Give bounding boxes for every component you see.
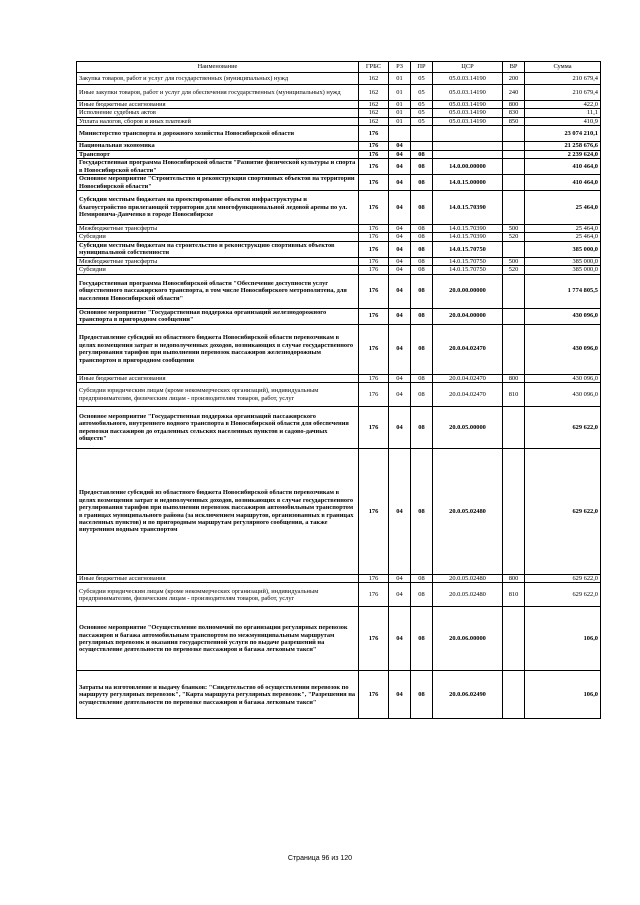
- table-row: [77, 233, 601, 241]
- cell-pr: 05: [411, 85, 433, 101]
- cell-vr: [503, 150, 525, 158]
- cell-csr: 14.0.15.70390: [433, 225, 503, 233]
- cell-sum: 23 074 210,1: [525, 126, 601, 142]
- cell-pr: 08: [411, 583, 433, 607]
- cell-grbs: 176: [359, 324, 389, 374]
- cell-pr: 08: [411, 407, 433, 449]
- cell-name: Субсидии: [77, 233, 359, 241]
- cell-csr: 05.0.03.14190: [433, 73, 503, 85]
- cell-vr: 800: [503, 374, 525, 382]
- cell-vr: 500: [503, 225, 525, 233]
- cell-name: Субсидии местным бюджетам на строительство и реконструкцию спортивных объектов муниципальной собственности: [77, 241, 359, 257]
- table-row: [77, 101, 601, 109]
- cell-csr: 05.0.03.14190: [433, 85, 503, 101]
- cell-name: Государственная программа Новосибирской области "Обеспечение доступности услуг общественного пассажирского транспорта, в том числе Новосибирского метрополитена, для населения Новосибирской области": [77, 274, 359, 308]
- cell-pr: [411, 126, 433, 142]
- cell-pr: 08: [411, 671, 433, 719]
- cell-csr: 14.0.15.70750: [433, 257, 503, 265]
- cell-rz: [389, 126, 411, 142]
- cell-grbs: 176: [359, 374, 389, 382]
- cell-grbs: 176: [359, 607, 389, 671]
- table-row: [77, 607, 601, 671]
- cell-name: Затраты на изготовление и выдачу бланков: "Свидетельство об осуществлении перевозок по маршруту регулярных перевозок", "Карта маршрута регулярных перевозок", "Разрешения на осуществление деятельности по перевозке пассажиров и багажа легковым такси": [77, 671, 359, 719]
- cell-vr: [503, 308, 525, 324]
- cell-rz: 04: [389, 671, 411, 719]
- cell-sum: 11,1: [525, 109, 601, 117]
- cell-vr: [503, 607, 525, 671]
- cell-vr: [503, 159, 525, 175]
- cell-vr: 800: [503, 101, 525, 109]
- cell-grbs: 176: [359, 233, 389, 241]
- cell-pr: 08: [411, 374, 433, 382]
- table-row: [77, 274, 601, 308]
- cell-rz: 04: [389, 308, 411, 324]
- cell-sum: 106,0: [525, 671, 601, 719]
- header-rz: РЗ: [389, 62, 411, 73]
- cell-rz: 04: [389, 575, 411, 583]
- cell-rz: 04: [389, 266, 411, 274]
- cell-name: Межбюджетные трансферты: [77, 225, 359, 233]
- cell-vr: [503, 324, 525, 374]
- table-row: [77, 671, 601, 719]
- cell-vr: 830: [503, 109, 525, 117]
- cell-vr: 810: [503, 383, 525, 407]
- cell-sum: 422,0: [525, 101, 601, 109]
- cell-grbs: 176: [359, 383, 389, 407]
- cell-name: Закупка товаров, работ и услуг для государственных (муниципальных) нужд: [77, 73, 359, 85]
- table-row: [77, 150, 601, 158]
- cell-pr: [411, 142, 433, 150]
- cell-rz: 04: [389, 257, 411, 265]
- cell-sum: 430 096,0: [525, 308, 601, 324]
- table-row: [77, 191, 601, 225]
- cell-sum: 410 464,0: [525, 175, 601, 191]
- cell-sum: 210 679,4: [525, 73, 601, 85]
- cell-csr: 05.0.03.14190: [433, 101, 503, 109]
- table-row: [77, 449, 601, 575]
- cell-sum: 25 464,0: [525, 191, 601, 225]
- cell-name: Основное мероприятие "Строительство и реконструкция спортивных объектов на территории Новосибирской области": [77, 175, 359, 191]
- cell-rz: 04: [389, 607, 411, 671]
- cell-csr: 20.0.04.00000: [433, 308, 503, 324]
- cell-grbs: 176: [359, 257, 389, 265]
- cell-name: Субсидии юридическим лицам (кроме некоммерческих организаций), индивидуальным предпринимателям, физическим лицам - производителям товаров, работ, услуг: [77, 383, 359, 407]
- cell-grbs: 162: [359, 85, 389, 101]
- cell-name: Предоставление субсидий из областного бюджета Новосибирской области перевозчикам в целях возмещения затрат и недополученных доходов, возникающих в случае государственного регулирования тарифов при выполнении перевозок пассажиров автомобильным транспортом в границах муниципального района (за исключением маршрутов, организованных в границах населенных пунктов) и по пригородным маршрутам регулярного сообщения, а также внутренним водным транспортом: [77, 449, 359, 575]
- cell-pr: 08: [411, 241, 433, 257]
- cell-name: Государственная программа Новосибирской области "Развитие физической культуры и спорта в Новосибирской области": [77, 159, 359, 175]
- cell-csr: 20.0.04.02470: [433, 383, 503, 407]
- cell-rz: 04: [389, 374, 411, 382]
- cell-rz: 04: [389, 191, 411, 225]
- cell-rz: 01: [389, 73, 411, 85]
- cell-name: Министерство транспорта и дорожного хозяйства Новосибирской области: [77, 126, 359, 142]
- cell-rz: 01: [389, 109, 411, 117]
- cell-csr: 05.0.03.14190: [433, 117, 503, 125]
- budget-table: [76, 61, 601, 719]
- cell-sum: 1 774 805,5: [525, 274, 601, 308]
- table-row: [77, 575, 601, 583]
- cell-rz: 04: [389, 383, 411, 407]
- cell-grbs: 162: [359, 101, 389, 109]
- table-row: [77, 117, 601, 125]
- cell-rz: 04: [389, 142, 411, 150]
- cell-name: Основное мероприятие "Государственная поддержка организаций железнодорожного транспорта в пригородном сообщении": [77, 308, 359, 324]
- cell-pr: 08: [411, 383, 433, 407]
- cell-vr: 500: [503, 257, 525, 265]
- table-row: [77, 266, 601, 274]
- header-csr: ЦСР: [433, 62, 503, 73]
- header-grbs: ГРБС: [359, 62, 389, 73]
- cell-pr: 08: [411, 225, 433, 233]
- cell-name: Транспорт: [77, 150, 359, 158]
- cell-csr: 20.0.04.02470: [433, 324, 503, 374]
- header-vr: ВР: [503, 62, 525, 73]
- cell-sum: 210 679,4: [525, 85, 601, 101]
- table-row: [77, 109, 601, 117]
- table-row: [77, 241, 601, 257]
- cell-name: Иные закупки товаров, работ и услуг для обеспечения государственных (муниципальных) нужд: [77, 85, 359, 101]
- cell-vr: 810: [503, 583, 525, 607]
- cell-name: Субсидии: [77, 266, 359, 274]
- cell-vr: 850: [503, 117, 525, 125]
- cell-vr: [503, 142, 525, 150]
- table-row: [77, 383, 601, 407]
- table-row: [77, 159, 601, 175]
- cell-vr: 200: [503, 73, 525, 85]
- table-header-row: [77, 62, 601, 73]
- cell-sum: 430 096,0: [525, 324, 601, 374]
- cell-csr: 20.0.06.02490: [433, 671, 503, 719]
- cell-grbs: 176: [359, 583, 389, 607]
- cell-sum: 629 622,0: [525, 575, 601, 583]
- cell-vr: [503, 274, 525, 308]
- cell-sum: 410 464,0: [525, 159, 601, 175]
- cell-pr: 08: [411, 257, 433, 265]
- cell-grbs: 176: [359, 274, 389, 308]
- cell-rz: 04: [389, 324, 411, 374]
- cell-grbs: 176: [359, 159, 389, 175]
- table-row: [77, 308, 601, 324]
- cell-rz: 04: [389, 583, 411, 607]
- cell-vr: [503, 407, 525, 449]
- cell-rz: 04: [389, 233, 411, 241]
- cell-grbs: 176: [359, 407, 389, 449]
- table-row: [77, 126, 601, 142]
- cell-vr: [503, 191, 525, 225]
- cell-name: Иные бюджетные ассигнования: [77, 374, 359, 382]
- cell-name: Основное мероприятие "Государственная поддержка организаций пассажирского автомобильного, внутреннего водного транспорта в Новосибирской области для обеспечения перевозки пассажиров до отдаленных сельских населенных пунктов и садово-дачных обществ": [77, 407, 359, 449]
- cell-pr: 08: [411, 175, 433, 191]
- cell-vr: 240: [503, 85, 525, 101]
- table-row: [77, 175, 601, 191]
- cell-name: Субсидии местным бюджетам на проектирование объектов инфраструктуры и благоустройство прилегающей территории для многофункциональной ледовой арены по ул. Немировича-Данченко в городе Новосибирске: [77, 191, 359, 225]
- cell-pr: 08: [411, 159, 433, 175]
- cell-vr: 520: [503, 233, 525, 241]
- cell-vr: [503, 449, 525, 575]
- table-body: [77, 73, 601, 719]
- cell-pr: 08: [411, 150, 433, 158]
- cell-name: Уплата налогов, сборов и иных платежей: [77, 117, 359, 125]
- cell-grbs: 176: [359, 241, 389, 257]
- cell-csr: 05.0.03.14190: [433, 109, 503, 117]
- cell-sum: 410,9: [525, 117, 601, 125]
- cell-grbs: 176: [359, 142, 389, 150]
- cell-name: Субсидии юридическим лицам (кроме некоммерческих организаций), индивидуальным предпринимателям, физическим лицам - производителям товаров, работ, услуг: [77, 583, 359, 607]
- cell-grbs: 176: [359, 225, 389, 233]
- cell-sum: 106,0: [525, 607, 601, 671]
- cell-rz: 04: [389, 241, 411, 257]
- cell-vr: [503, 671, 525, 719]
- cell-rz: 04: [389, 274, 411, 308]
- cell-name: Межбюджетные трансферты: [77, 257, 359, 265]
- cell-sum: 629 622,0: [525, 583, 601, 607]
- cell-csr: 20.0.05.02480: [433, 583, 503, 607]
- cell-pr: 05: [411, 109, 433, 117]
- table-row: [77, 225, 601, 233]
- cell-csr: 14.0.15.70750: [433, 266, 503, 274]
- cell-csr: 20.0.05.02480: [433, 575, 503, 583]
- cell-pr: 08: [411, 274, 433, 308]
- cell-csr: [433, 150, 503, 158]
- cell-rz: 01: [389, 101, 411, 109]
- cell-vr: 520: [503, 266, 525, 274]
- table-row: [77, 85, 601, 101]
- cell-vr: [503, 241, 525, 257]
- cell-grbs: 162: [359, 117, 389, 125]
- cell-rz: 04: [389, 225, 411, 233]
- cell-vr: [503, 175, 525, 191]
- cell-csr: [433, 142, 503, 150]
- table-row: [77, 407, 601, 449]
- cell-sum: 385 000,0: [525, 257, 601, 265]
- cell-sum: 385 000,0: [525, 266, 601, 274]
- cell-grbs: 176: [359, 191, 389, 225]
- cell-vr: 800: [503, 575, 525, 583]
- table-row: [77, 257, 601, 265]
- cell-csr: 14.0.15.00000: [433, 175, 503, 191]
- cell-pr: 05: [411, 73, 433, 85]
- cell-name: Исполнение судебных актов: [77, 109, 359, 117]
- cell-pr: 08: [411, 191, 433, 225]
- cell-sum: 21 258 676,6: [525, 142, 601, 150]
- cell-rz: 04: [389, 449, 411, 575]
- cell-grbs: 176: [359, 126, 389, 142]
- cell-grbs: 176: [359, 150, 389, 158]
- cell-grbs: 176: [359, 175, 389, 191]
- cell-rz: 04: [389, 159, 411, 175]
- cell-sum: 25 464,0: [525, 233, 601, 241]
- cell-rz: 01: [389, 117, 411, 125]
- cell-pr: 05: [411, 101, 433, 109]
- cell-pr: 08: [411, 308, 433, 324]
- cell-grbs: 176: [359, 308, 389, 324]
- cell-name: Иные бюджетные ассигнования: [77, 101, 359, 109]
- table-row: [77, 73, 601, 85]
- cell-grbs: 176: [359, 671, 389, 719]
- cell-pr: 08: [411, 449, 433, 575]
- cell-rz: 04: [389, 407, 411, 449]
- cell-pr: 08: [411, 575, 433, 583]
- cell-csr: 14.0.15.70390: [433, 191, 503, 225]
- table-row: [77, 374, 601, 382]
- cell-name: Иные бюджетные ассигнования: [77, 575, 359, 583]
- table-row: [77, 324, 601, 374]
- cell-csr: 20.0.05.00000: [433, 407, 503, 449]
- table-row: [77, 142, 601, 150]
- cell-csr: 14.0.00.00000: [433, 159, 503, 175]
- cell-pr: 08: [411, 266, 433, 274]
- cell-csr: 14.0.15.70750: [433, 241, 503, 257]
- cell-sum: 385 000,0: [525, 241, 601, 257]
- cell-sum: 629 622,0: [525, 407, 601, 449]
- cell-grbs: 162: [359, 73, 389, 85]
- cell-csr: 20.0.04.02470: [433, 374, 503, 382]
- cell-name: Основное мероприятие "Осуществление полномочий по организации регулярных перевозок пассажиров и багажа автомобильным транспортом по межмуниципальным маршрутам регулярных перевозок и оказания государственной услуги по выдаче разрешений на осуществление деятельности по перевозке пассажиров и багажа легковым такси": [77, 607, 359, 671]
- cell-sum: 629 622,0: [525, 449, 601, 575]
- cell-sum: 25 464,0: [525, 225, 601, 233]
- cell-sum: 2 239 624,0: [525, 150, 601, 158]
- cell-pr: 08: [411, 324, 433, 374]
- cell-grbs: 162: [359, 109, 389, 117]
- cell-csr: [433, 126, 503, 142]
- cell-sum: 430 096,0: [525, 383, 601, 407]
- cell-sum: 430 096,0: [525, 374, 601, 382]
- cell-name: Предоставление субсидий из областного бюджета Новосибирской области перевозчикам в целях возмещения затрат и недополученных доходов, возникающих в случае государственного регулирования тарифов при выполнении перевозок пассажиров железнодорожным транспортом в пригородном сообщении: [77, 324, 359, 374]
- cell-name: Национальная экономика: [77, 142, 359, 150]
- cell-csr: 14.0.15.70390: [433, 233, 503, 241]
- cell-pr: 08: [411, 607, 433, 671]
- cell-pr: 08: [411, 233, 433, 241]
- page-number-footer: Страница 96 из 120: [287, 855, 353, 862]
- cell-grbs: 176: [359, 575, 389, 583]
- cell-csr: 20.0.06.00000: [433, 607, 503, 671]
- cell-vr: [503, 126, 525, 142]
- cell-pr: 05: [411, 117, 433, 125]
- cell-csr: 20.0.05.02480: [433, 449, 503, 575]
- header-pr: ПР: [411, 62, 433, 73]
- cell-csr: 20.0.00.00000: [433, 274, 503, 308]
- header-sum: Сумма: [525, 62, 601, 73]
- table-row: [77, 583, 601, 607]
- cell-rz: 04: [389, 150, 411, 158]
- header-name: Наименование: [77, 62, 359, 73]
- cell-rz: 04: [389, 175, 411, 191]
- cell-grbs: 176: [359, 449, 389, 575]
- cell-rz: 01: [389, 85, 411, 101]
- cell-grbs: 176: [359, 266, 389, 274]
